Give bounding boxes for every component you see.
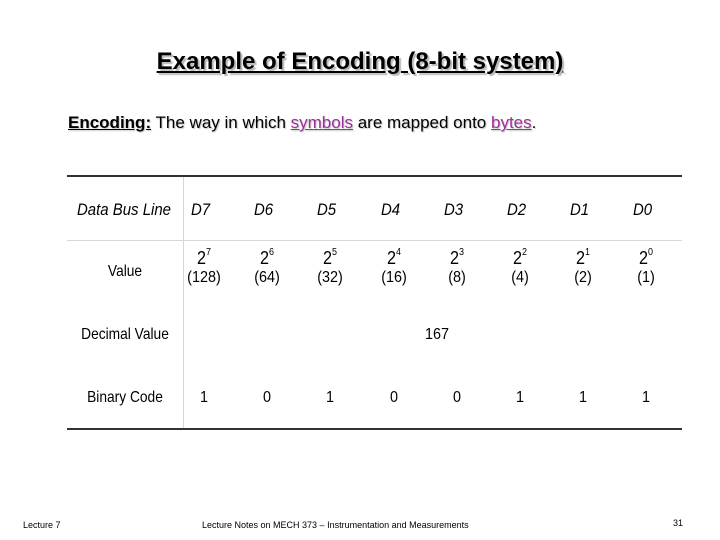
binary-bit: 1 [642, 389, 651, 406]
table-top-rule [67, 175, 682, 177]
bus-line-d6: D6 [254, 200, 274, 219]
page-number: 31 [673, 518, 684, 528]
bit-value-cell [498, 248, 543, 288]
bus-line-d3: D3 [443, 200, 463, 219]
power-of-two [561, 248, 606, 268]
bit-value-cell [245, 248, 290, 288]
footer-lecture: Lecture 7 [23, 520, 61, 530]
power-base: 2 [386, 248, 396, 268]
binary-bit: 0 [452, 389, 461, 406]
bit-value-cell [434, 248, 479, 288]
power-exponent: 4 [395, 247, 401, 258]
encoding-definition [68, 113, 536, 133]
power-base: 2 [512, 248, 522, 268]
value-row-label: Value [107, 263, 143, 280]
decimal-row-label: Decimal Value [81, 326, 169, 343]
power-of-two [434, 248, 479, 268]
footer-course: Lecture Notes on MECH 373 – Instrumentation and Measurements [202, 520, 469, 530]
table-bottom-rule [67, 428, 682, 430]
bus-line-d0: D0 [633, 200, 653, 219]
decimal-weight: (8) [447, 269, 466, 286]
bit-value-cell [182, 248, 227, 288]
power-of-two [498, 248, 543, 268]
bus-line-d4: D4 [380, 200, 400, 219]
decimal-value: 167 [424, 326, 450, 343]
bus-line-d7: D7 [191, 200, 211, 219]
decimal-weight: (16) [380, 269, 407, 286]
bit-value-cell [561, 248, 606, 288]
binary-bit: 0 [389, 389, 398, 406]
power-exponent: 2 [521, 247, 528, 258]
bit-value-cell [624, 248, 669, 288]
bus-line-d2: D2 [507, 200, 527, 219]
binary-bit: 1 [326, 389, 335, 406]
power-exponent: 5 [332, 247, 338, 258]
decimal-weight: (32) [317, 269, 344, 286]
power-base: 2 [196, 248, 206, 268]
header-row-label: Data Bus Line [77, 200, 171, 219]
power-exponent: 0 [648, 247, 654, 258]
bytes-link[interactable]: bytes [490, 113, 532, 132]
symbols-link[interactable]: symbols [290, 113, 353, 132]
power-of-two [182, 248, 227, 268]
bit-value-cell [371, 248, 416, 288]
power-of-two [308, 248, 353, 268]
power-of-two [245, 248, 290, 268]
bit-value-cell [308, 248, 353, 288]
power-base: 2 [576, 248, 586, 268]
power-base: 2 [449, 248, 459, 268]
slide-title: Example of Encoding (8-bit system) [156, 48, 564, 75]
decimal-weight: (64) [254, 269, 280, 286]
binary-bit: 1 [579, 389, 588, 406]
encoding-table [67, 175, 682, 431]
definition-text-1: The way in which [151, 113, 291, 132]
binary-row-label: Binary Code [87, 389, 163, 406]
decimal-weight: (2) [574, 269, 592, 286]
bus-line-d5: D5 [317, 200, 337, 219]
binary-bit: 1 [199, 389, 209, 406]
power-base: 2 [323, 248, 333, 268]
definition-text-2: are mapped onto [353, 113, 491, 132]
power-exponent: 6 [269, 247, 275, 258]
decimal-weight: (1) [637, 269, 656, 286]
decimal-weight: (4) [511, 269, 529, 286]
definition-text-3: . [531, 113, 537, 132]
power-of-two [624, 248, 669, 268]
power-exponent: 3 [458, 247, 464, 258]
header-separator [67, 240, 682, 241]
binary-bit: 1 [515, 389, 525, 406]
power-exponent: 7 [205, 247, 212, 258]
power-of-two [371, 248, 416, 268]
bus-line-d1: D1 [570, 200, 590, 219]
binary-bit: 0 [263, 389, 272, 406]
definition-term: Encoding: [68, 113, 152, 132]
power-base: 2 [260, 248, 270, 268]
decimal-weight: (128) [187, 269, 221, 286]
power-exponent: 1 [585, 247, 591, 258]
power-base: 2 [639, 248, 649, 268]
